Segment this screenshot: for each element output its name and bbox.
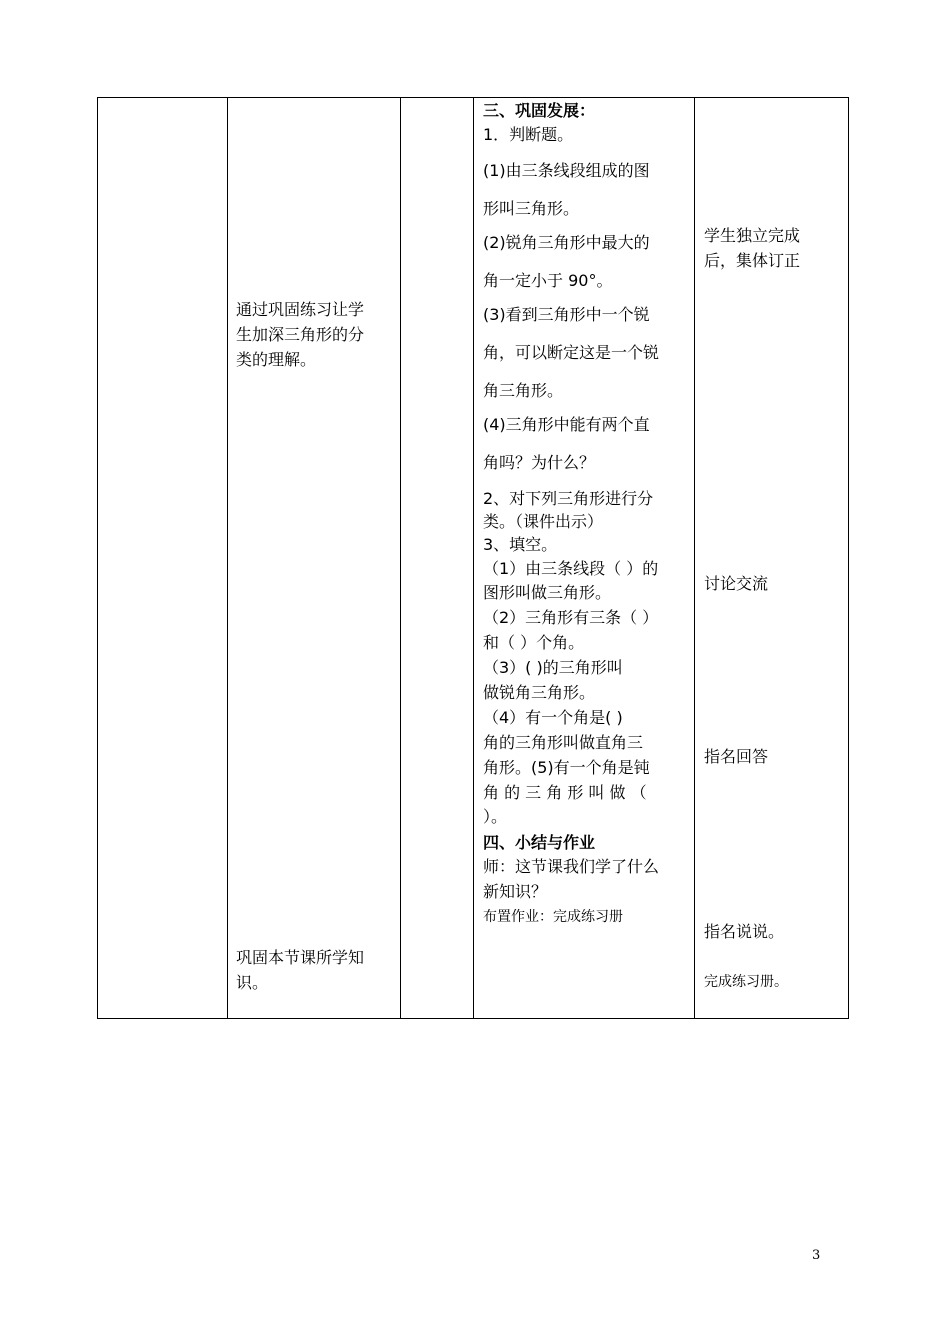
column-divider <box>473 98 474 1018</box>
question-item: (4)三角形中能有两个直 <box>483 415 650 434</box>
fill-blank-line: 做锐角三角形。 <box>483 683 596 702</box>
question-item: (3)看到三角形中一个锐 <box>483 305 650 324</box>
question-title: 1．判断题。 <box>483 125 574 144</box>
question-item: (1)由三条线段组成的图 <box>483 161 650 180</box>
purpose-line: 类的理解。 <box>236 350 317 369</box>
lesson-table <box>97 97 849 1019</box>
section-heading: 三、巩固发展： <box>483 101 596 120</box>
question-item: 角一定小于 90°。 <box>483 271 613 290</box>
activity-line: 指名说说。 <box>704 922 785 941</box>
column-divider <box>400 98 401 1018</box>
purpose-line: 通过巩固练习让学 <box>236 300 365 319</box>
fill-blank-line: 和（ ）个角。 <box>483 633 585 652</box>
fill-blank-line: 图形叫做三角形。 <box>483 583 612 602</box>
summary-line: 新知识？ <box>483 882 548 901</box>
question-item: 角吗？为什么？ <box>483 453 596 472</box>
fill-blank-line: 角 的 三 角 形 叫 做 （ <box>483 783 647 802</box>
summary-line: 师：这节课我们学了什么 <box>483 857 660 876</box>
column-divider <box>694 98 695 1018</box>
fill-blank-line: （3）( )的三角形叫 <box>483 658 623 677</box>
page-number: 3 <box>812 1248 821 1263</box>
question-line: 2、对下列三角形进行分 <box>483 489 654 508</box>
question-line: 类。（课件出示） <box>483 512 604 531</box>
fill-blank-line: 角形。(5)有一个角是钝 <box>483 758 650 777</box>
purpose-line: 生加深三角形的分 <box>236 325 365 344</box>
fill-blank-line: ）。 <box>483 807 508 826</box>
activity-line: 指名回答 <box>704 747 769 766</box>
question-item: 角三角形。 <box>483 381 564 400</box>
activity-line: 完成练习册。 <box>704 974 788 990</box>
question-item: 角，可以断定这是一个锐 <box>483 343 660 362</box>
fill-blank-line: （1）由三条线段（ ）的 <box>483 559 659 578</box>
purpose-line: 识。 <box>236 973 269 992</box>
activity-line: 讨论交流 <box>704 574 769 593</box>
activity-line: 后，集体订正 <box>704 251 801 270</box>
fill-blank-line: 3、填空。 <box>483 535 558 554</box>
question-item: 形叫三角形。 <box>483 199 580 218</box>
fill-blank-line: （2）三角形有三条（ ） <box>483 608 659 627</box>
activity-line: 学生独立完成 <box>704 226 801 245</box>
homework-line: 布置作业：完成练习册 <box>483 909 623 925</box>
fill-blank-line: （4）有一个角是( ) <box>483 708 623 727</box>
fill-blank-line: 角的三角形叫做直角三 <box>483 733 644 752</box>
column-divider <box>227 98 228 1018</box>
question-item: (2)锐角三角形中最大的 <box>483 233 650 252</box>
section-heading: 四、小结与作业 <box>483 833 596 852</box>
purpose-line: 巩固本节课所学知 <box>236 948 365 967</box>
